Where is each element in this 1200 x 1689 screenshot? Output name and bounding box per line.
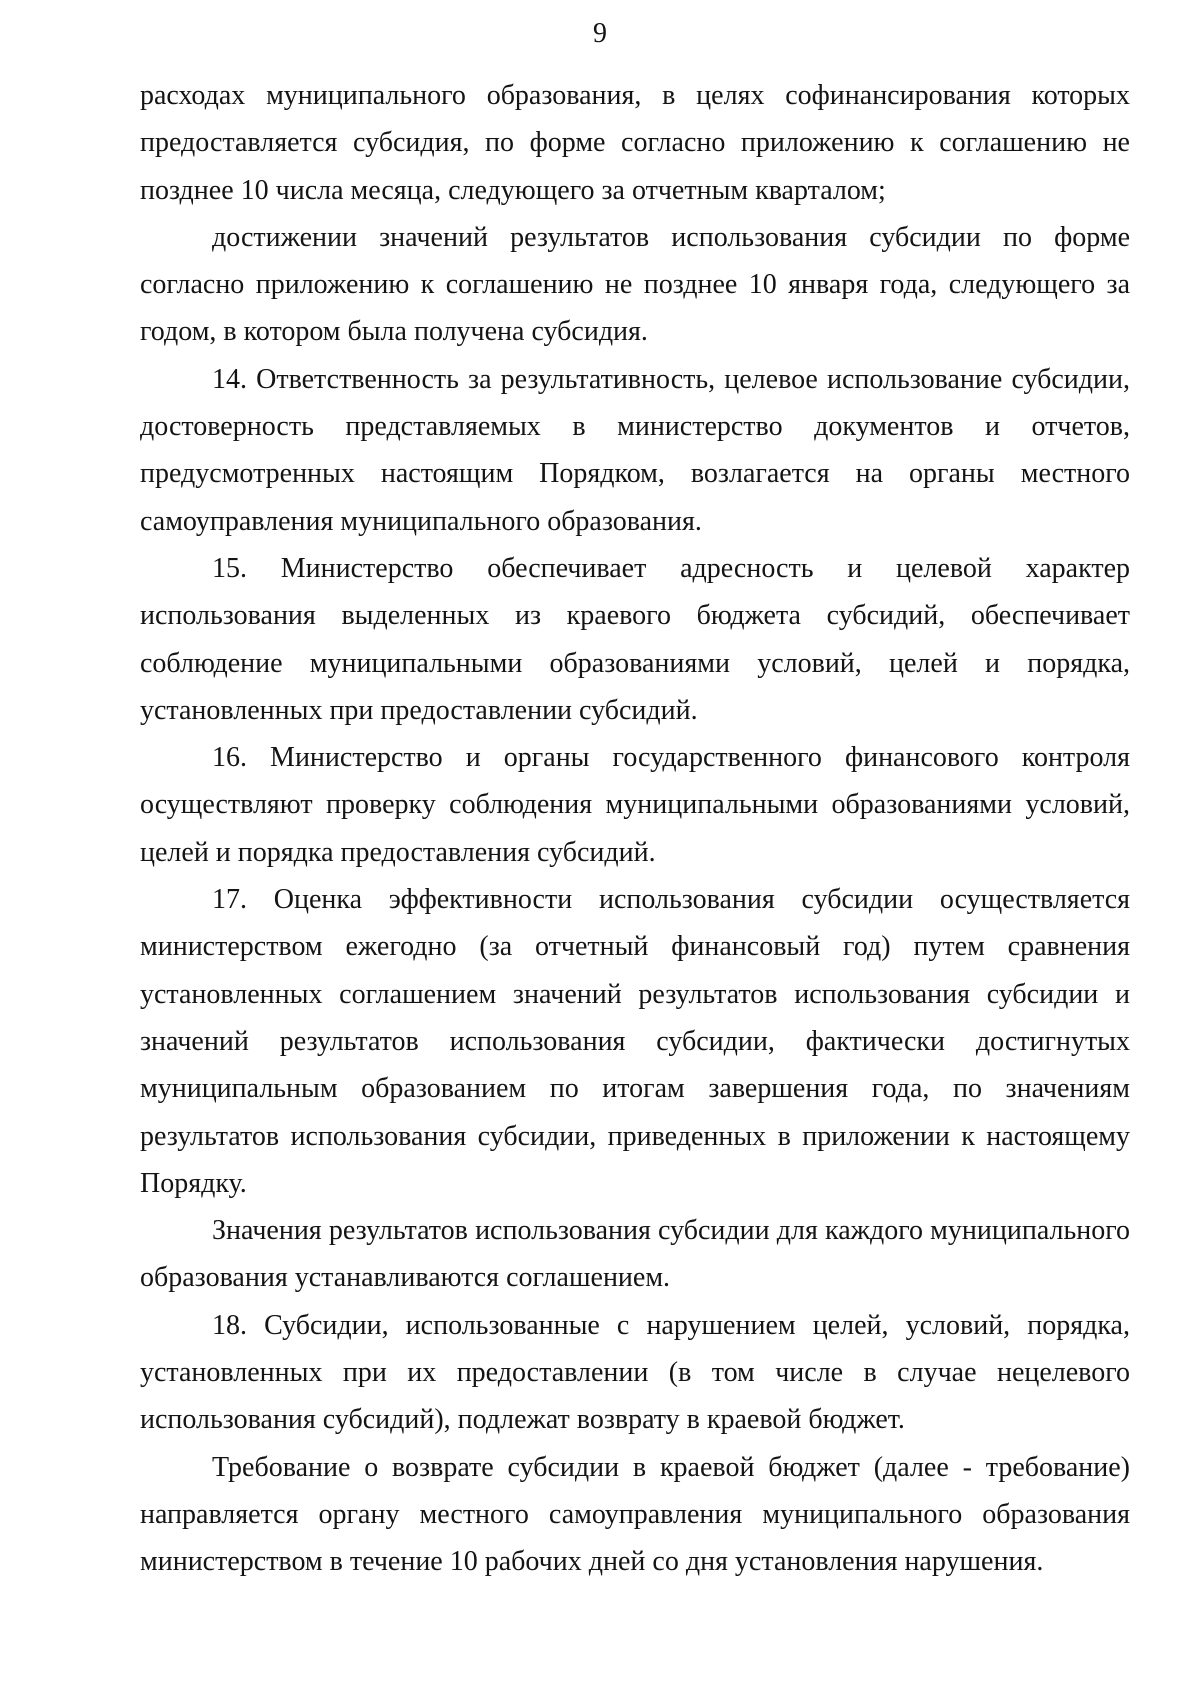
- paragraph-17-efficiency-evaluation: 17. Оценка эффективности использования субсидии осуществляется министерством ежегодно (за отчетный финансовый год) путем сравнения установленных соглашением значений результатов использования субсидии и значений результатов использования субсидии, фактически достигнутых муниципальным образованием по итогам завершения года, по значениям результатов использования субсидии, приведенных в приложении к настоящему Порядку.: [140, 884, 1130, 1199]
- page-number: 9: [593, 18, 607, 49]
- paragraph-18-misuse-refund: 18. Субсидии, использованные с нарушением целей, условий, порядка, установленных при их предоставлении (в том числе в случае нецелевого использования субсидий), подлежат возврату в краевой бюджет.: [140, 1309, 1130, 1436]
- paragraph-results-values: Значения результатов использования субсидии для каждого муниципального образования устанавливаются соглашением.: [140, 1215, 1130, 1294]
- document-body: [140, 72, 1130, 1586]
- paragraph-16-financial-control: 16. Министерство и органы государственного финансового контроля осуществляют проверку соблюдения муниципальными образованиями условий, целей и порядка предоставления субсидий.: [140, 742, 1130, 868]
- paragraph-15-ministry-targeting: 15. Министерство обеспечивает адресность и целевой характер использования выделенных из краевого бюджета субсидий, обеспечивает соблюдение муниципальными образованиями условий, целей и порядка, установленных при предоставлении субсидий.: [140, 552, 1130, 726]
- paragraph-results-achievement: достижении значений результатов использования субсидии по форме согласно приложению к соглашению не позднее 10 января года, следующего за годом, в котором была получена субсидия.: [140, 221, 1130, 348]
- paragraph-refund-requirement: Требование о возврате субсидии в краевой бюджет (далее - требование) направляется органу местного самоуправления муниципального образования министерством в течение 10 рабочих дней со дня установления нарушения.: [140, 1451, 1130, 1578]
- paragraph-reporting-expenses: расходах муниципального образования, в целях софинансирования которых предоставляется субсидия, по форме согласно приложению к соглашению не позднее 10 числа месяца, следующего за отчетным кварталом;: [140, 80, 1130, 206]
- paragraph-14-responsibility: 14. Ответственность за результативность, целевое использование субсидии, достоверность представляемых в министерство документов и отчетов, предусмотренных настоящим Порядком, возлагается на органы местного самоуправления муниципального образования.: [140, 363, 1130, 537]
